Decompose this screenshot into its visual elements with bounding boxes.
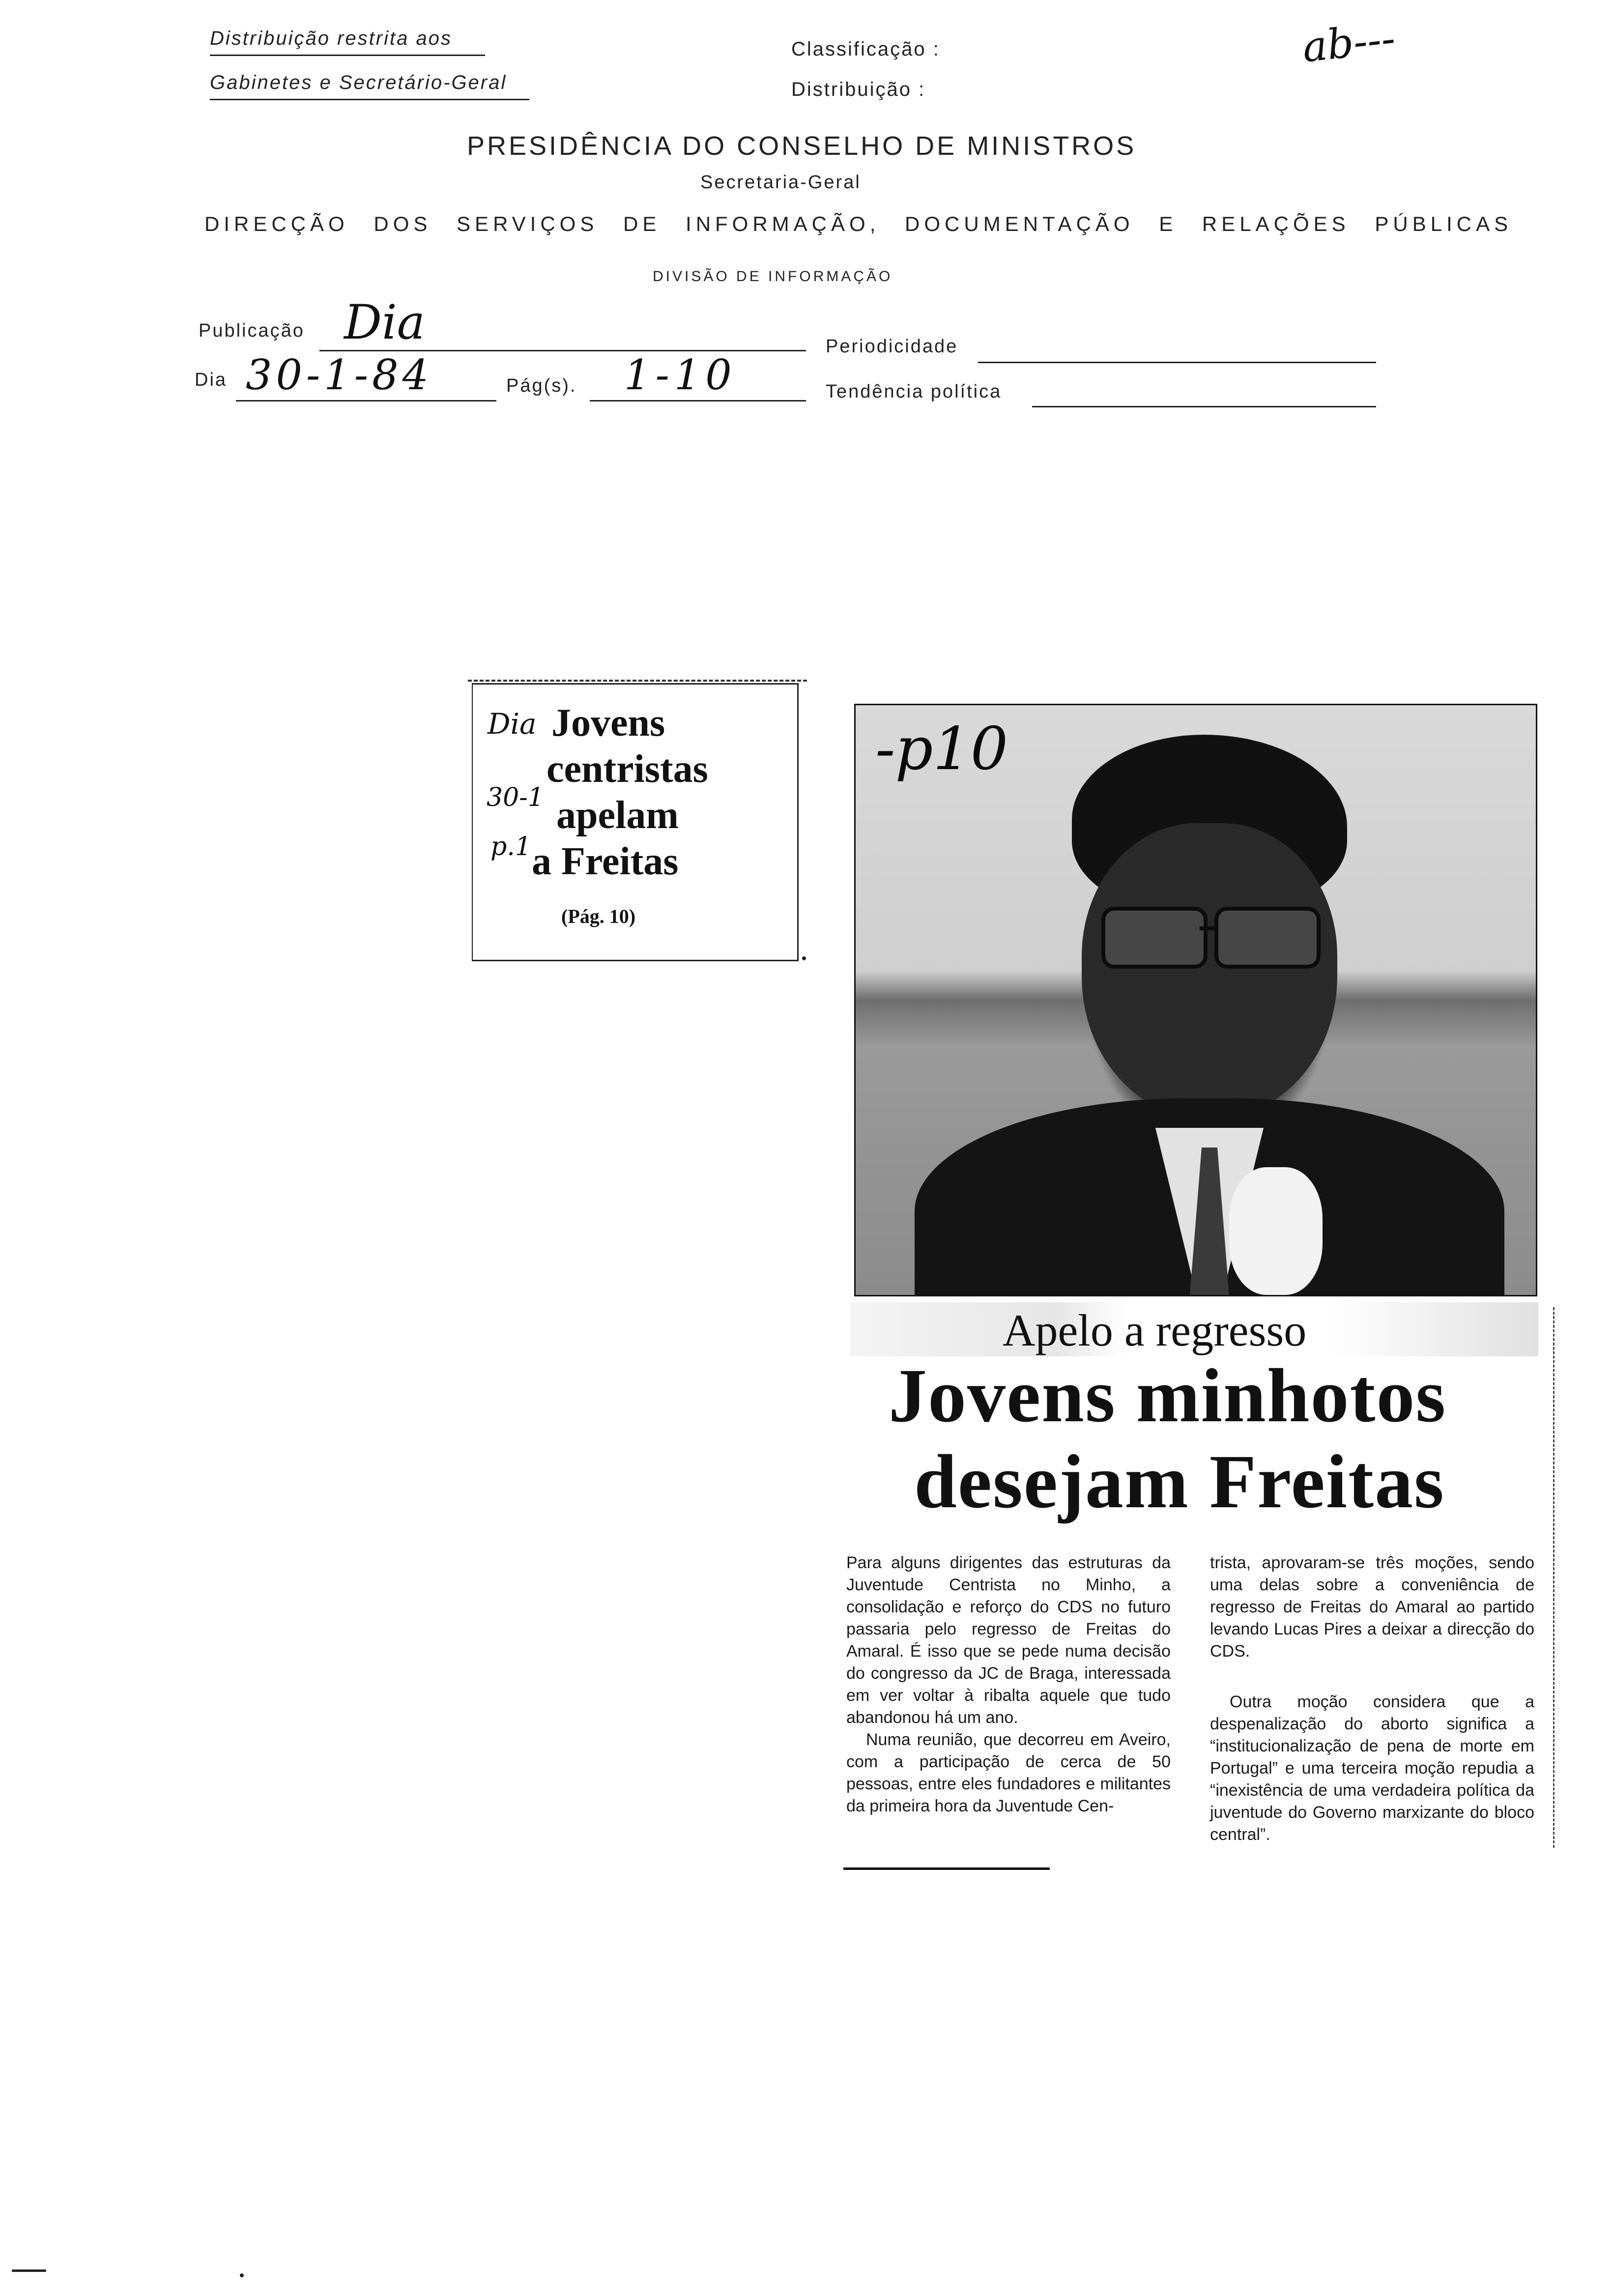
article-column-left [846,1552,1171,1817]
publication-label: Publicação [199,320,305,341]
article-kicker: Apelo a regresso [1003,1305,1307,1355]
photo-microphone [1229,1167,1323,1295]
distribution-label: Distribuição : [791,79,926,100]
front-page-clipping [472,683,799,961]
clipping-hand-note-top: Dia [488,707,537,741]
scan-speck [802,956,806,960]
restriction-line-2: Gabinetes e Secretário-Geral [210,72,507,93]
clipping-headline-line-3: apelam [556,794,679,837]
clipping-hand-note-date: 30-1 [487,783,544,812]
clipping-page-ref: (Pág. 10) [561,905,636,927]
clipping-right-edge [1553,1307,1554,1848]
tendency-label: Tendência política [826,381,1002,402]
day-line [236,400,496,402]
photo-glasses-right [1214,907,1321,969]
pages-line [590,400,806,402]
article-paragraph: Outra moção considera que a despenalização do aborto significa a “institucionalização de pena de morte em Portugal” e uma terceira moção repudia a “inexistência de uma verdadeira política da juventude do Governo marxizante do bloco central”. [1210,1693,1534,1844]
classification-label: Classificação : [791,38,940,60]
scan-speck [12,2269,46,2272]
restriction-line-1: Distribuição restrita aos [210,28,452,49]
photo-glasses-bridge [1200,926,1216,930]
clipping-hand-note-page: p.1 [490,832,531,861]
day-label: Dia [195,370,228,390]
clipping-torn-edge [468,680,807,686]
periodicity-label: Periodicidade [826,336,958,357]
article-headline-line-2: desejam Freitas [914,1439,1445,1524]
article-headline-line-1: Jovens minhotos [889,1353,1447,1438]
handwritten-initials: ab--- [1300,14,1398,72]
article-bottom-rule [843,1867,1050,1870]
restriction-underline-1 [210,55,485,56]
article-column-right [1210,1552,1534,1846]
institution-title: PRESIDÊNCIA DO CONSELHO DE MINISTROS [467,131,1137,161]
scan-speck [240,2273,244,2277]
pages-label: Pág(s). [506,375,577,396]
directorate-title: DIRECÇÃO DOS SERVIÇOS DE INFORMAÇÃO, DOCUMENTAÇÃO E RELAÇÕES PÚBLICAS [204,212,1513,235]
secretariat-title: Secretaria-Geral [700,172,861,193]
tendency-line [1032,406,1376,407]
clipping-headline-line-4: a Freitas [532,840,679,883]
article-paragraph: Para alguns dirigentes das estruturas da Juventude Centrista no Minho, a consolidação e reforço do CDS no futuro passaria pelo regresso de Freitas do Amaral. É isso que se pede numa decisão do congresso da JC de Braga, interessada em ver voltar à ribalta aquele que tudo abandonou há um ano. [846,1553,1171,1727]
article-photo [854,704,1537,1296]
article-paragraph: trista, aprovaram-se três moções, sendo uma delas sobre a conveniência de regresso de Freitas do Amaral ao partido levando Lucas Pires a deixar a direcção do CDS. [1210,1553,1534,1661]
photo-page-note: -p10 [875,715,1008,783]
restriction-underline-2 [210,99,529,100]
article-paragraph: Numa reunião, que decorreu em Aveiro, com a participação de cerca de 50 pessoas, entre eles fundadores e militantes da primeira hora da Juventude Cen- [846,1730,1171,1815]
publication-value: Dia [344,295,425,350]
clipping-headline-line-2: centristas [547,747,708,791]
clipping-headline-line-1: Jovens [551,701,665,745]
day-value: 30-1-84 [246,351,432,399]
pages-value: 1-10 [624,351,737,399]
photo-face [1082,823,1337,1118]
division-title: DIVISÃO DE INFORMAÇÃO [653,268,893,285]
periodicity-line [978,362,1376,363]
photo-glasses-left [1101,907,1208,969]
